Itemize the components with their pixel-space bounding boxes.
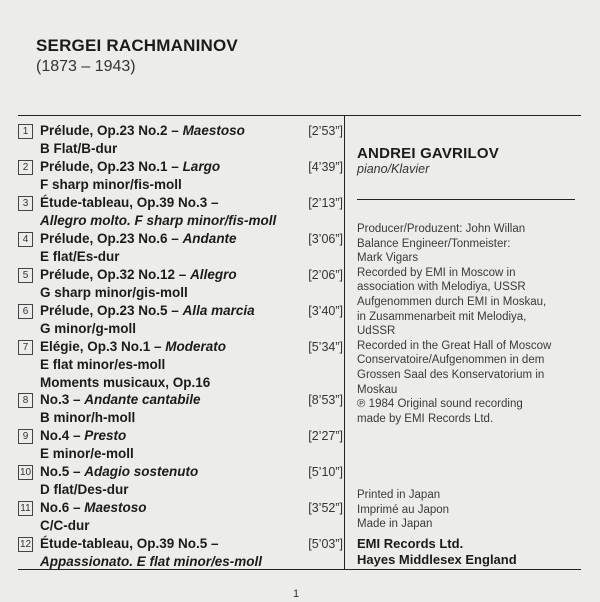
track-duration: [3’40”]	[308, 304, 343, 318]
credit-line: ℗ 1984 Original sound recording	[357, 398, 523, 411]
track-number: 6	[18, 304, 33, 319]
track-duration: [2’53”]	[308, 124, 343, 138]
column-divider	[344, 115, 345, 570]
production-credits	[357, 222, 582, 426]
record-label-name: EMI Records Ltd.	[357, 536, 464, 551]
track-number: 3	[18, 196, 33, 211]
track-number: 8	[18, 393, 33, 408]
track-title: No.5 – Adagio sostenuto	[40, 464, 199, 479]
track-key: G sharp minor/gis-moll	[40, 285, 188, 300]
track-title: Étude-tableau, Op.39 No.3 –	[40, 195, 219, 210]
track-title: Prélude, Op.23 No.1 – Largo	[40, 159, 221, 174]
top-divider	[18, 115, 581, 116]
track-title: No.4 – Presto	[40, 428, 127, 443]
track-number: 2	[18, 160, 33, 175]
track-number: 7	[18, 340, 33, 355]
track-title: No.3 – Andante cantabile	[40, 392, 201, 407]
track-title: Étude-tableau, Op.39 No.5 –	[40, 536, 219, 551]
artist-instrument: piano/Klavier	[357, 162, 430, 176]
track-duration: [5’10”]	[308, 465, 343, 479]
credit-line: made by EMI Records Ltd.	[357, 412, 494, 425]
track-number: 10	[19, 467, 32, 478]
printed-line: Made in Japan	[357, 518, 433, 531]
printed-line: Printed in Japan	[357, 489, 441, 501]
artist-name: ANDREI GAVRILOV	[357, 145, 499, 162]
track-duration: [2’27”]	[308, 429, 343, 443]
track-duration: [2’13”]	[308, 196, 343, 210]
track-key: C/C-dur	[40, 518, 90, 533]
track-key: G minor/g-moll	[40, 321, 136, 336]
credit-line: in Zusammenarbeit mit Melodiya,	[357, 310, 527, 323]
track-key: Appassionato. E flat minor/es-moll	[40, 554, 263, 569]
credit-line: Producer/Produzent: John Willan	[357, 223, 526, 235]
printed-in	[357, 488, 582, 532]
bottom-divider	[18, 569, 581, 570]
credit-line: Recorded by EMI in Moscow in	[357, 266, 516, 279]
track-key: Allegro molto. F sharp minor/fis-moll	[40, 213, 277, 228]
track-duration: [4’39”]	[308, 160, 343, 174]
track-title: Prélude, Op.23 No.2 – Maestoso	[40, 123, 245, 138]
track-number: 12	[19, 539, 32, 550]
track-duration: [3’52”]	[308, 501, 343, 515]
track-title: No.6 – Maestoso	[40, 500, 147, 515]
track-key: E flat/Es-dur	[40, 249, 120, 264]
composer-name: SERGEI RACHMANINOV	[36, 36, 238, 55]
artist-underline	[357, 199, 575, 200]
credit-line: Balance Engineer/Tonmeister:	[357, 237, 511, 250]
track-title: Prélude, Op.23 No.6 – Andante	[40, 231, 237, 246]
track-title: Prélude, Op.32 No.12 – Allegro	[40, 267, 237, 282]
track-number: 1	[18, 124, 33, 139]
track-duration: [5’34”]	[308, 340, 343, 354]
printed-line: Imprimé au Japon	[357, 503, 450, 516]
moments-musicaux-heading: Moments musicaux, Op.16	[40, 375, 211, 390]
credit-line: Mark Vigars	[357, 252, 419, 265]
track-key: E minor/e-moll	[40, 446, 134, 461]
composer-dates: (1873 – 1943)	[36, 58, 136, 75]
record-label-address: Hayes Middlesex England	[357, 552, 517, 567]
track-number: 9	[18, 429, 33, 444]
page-number: 1	[293, 588, 300, 600]
track-duration: [2’06”]	[308, 268, 343, 282]
track-duration: [8’53”]	[308, 393, 343, 407]
track-key: B minor/h-moll	[40, 410, 136, 425]
track-title: Elégie, Op.3 No.1 – Moderato	[40, 339, 227, 354]
track-key: F sharp minor/fis-moll	[40, 177, 182, 192]
track-number: 5	[18, 268, 33, 283]
track-duration: [3’06”]	[308, 232, 343, 246]
credit-line: Moskau	[357, 383, 398, 396]
credit-line: Recorded in the Great Hall of Moscow	[357, 339, 552, 352]
track-number: 4	[18, 232, 33, 247]
track-key: E flat minor/es-moll	[40, 357, 166, 372]
track-title: Prélude, Op.23 No.5 – Alla marcia	[40, 303, 255, 318]
credit-line: Aufgenommen durch EMI in Moskau,	[357, 295, 547, 308]
credit-line: Grossen Saal des Konservatorium in	[357, 368, 545, 381]
credit-line: UdSSR	[357, 325, 396, 338]
track-duration: [5’03”]	[308, 537, 343, 551]
track-key: B Flat/B-dur	[40, 141, 118, 156]
credit-line: Conservatoire/Aufgenommen in dem	[357, 354, 545, 367]
credit-line: association with Melodiya, USSR	[357, 281, 526, 294]
track-number: 11	[18, 501, 33, 516]
track-key: D flat/Des-dur	[40, 482, 129, 497]
